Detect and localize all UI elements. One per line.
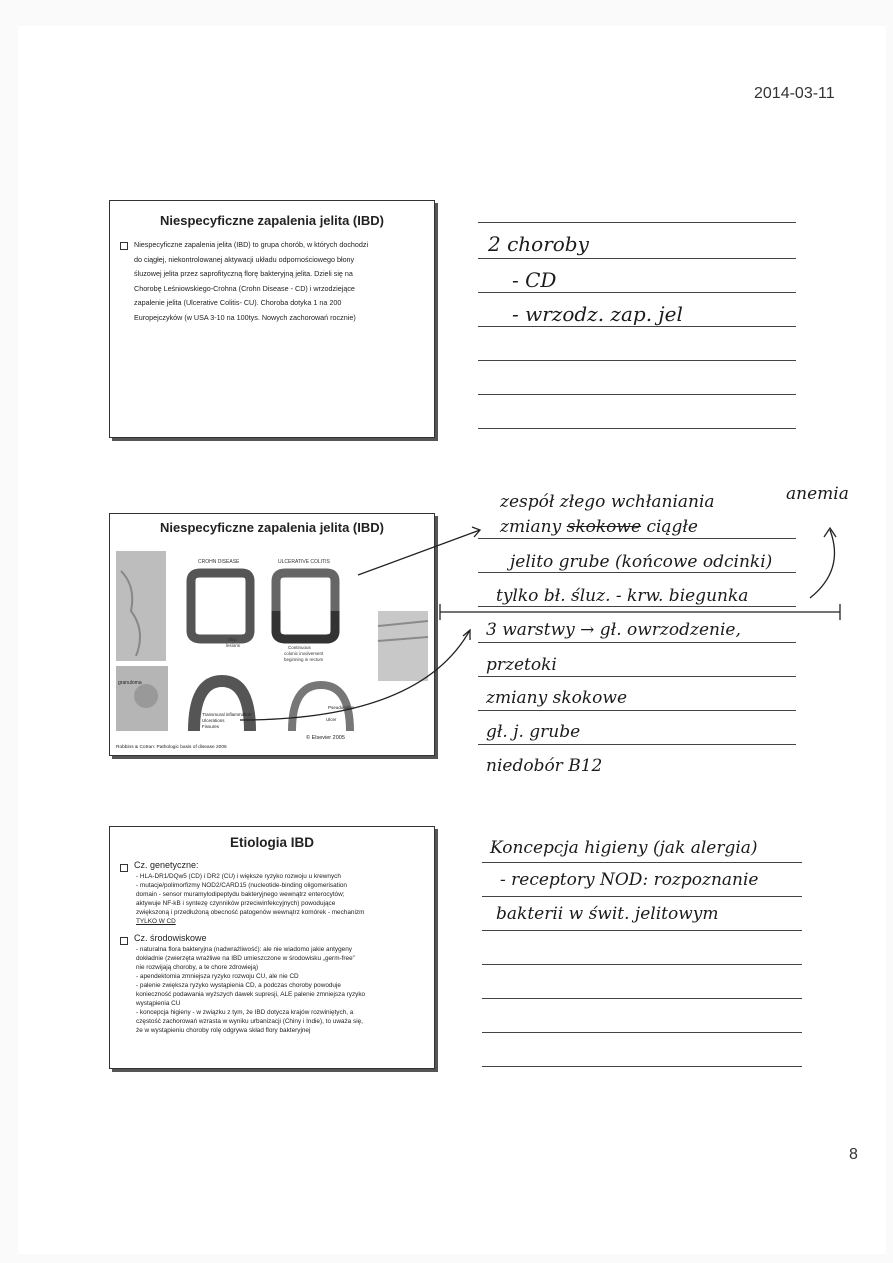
continuous-label: beginning in rectum [284,657,324,662]
bullet-box-icon [120,864,128,872]
colitis-colon-drawing [276,573,335,639]
transmural-label: Ulcerations [202,718,225,723]
note-rule [482,1032,802,1033]
environmental-section-lines: - naturalna flora bakteryjna (nadwrażliwość): ale nie wiadomo jakie antygeny dokładnie (zwierzęta wrażliwe na IBD umieszczone w środowisku „germ-free” nie rozwijają choroby, a te chore zdrowieją) - apendektomia zmniejsza ryzyko rozwoju CU, ale nie CD - palenie zwiększa ryzyko wystąpienia CD, a podczas choroby powoduje konieczność podawania wyższych dawek supresji, ALE palenie zmniejsza ryzyko wystąpienia CU - koncepcja higieny - w związku z tym, że IBD dotycza krajów rozwiniętych, a częstość zachorowań wzrasta w wyniku urbanizacji (Chiny i Indie), to uważa się, że w wystąpieniu choroby rolę odgrywa skład flory bakteryjnej [136,945,366,1035]
slide-text-line: śluzowej jelita przez saprofityczną florę bakteryjną jelita. Dzieli się na [134,269,353,278]
note-rule [478,606,796,607]
slide-title: Niespecyficzne zapalenia jelita (IBD) [160,520,384,535]
note-rule [478,572,796,573]
note-rule [482,1066,802,1067]
bullet-box-icon [120,937,128,945]
transmural-label: Transmural inflammation [202,712,252,717]
handwritten-note-anemia: anemia [786,484,849,504]
handwritten-note: Koncepcja higieny (jak alergia) [490,838,758,858]
note-rule [482,964,802,965]
slide-title: Etiologia IBD [230,835,314,850]
note-rule [478,642,796,643]
handwritten-note: 3 warstwy → gł. owrzodzenie, [486,620,741,640]
note-rule [478,676,796,677]
note-rule [482,862,802,863]
slide-ibd-etiology [109,826,435,1069]
source-label: Robbins & Cotran: Pathologic basis of disease 2006 [116,745,227,749]
handwritten-note: tylko bł. śluz. - krw. biegunka [496,586,749,606]
skip-lesions-label: Skip [228,637,237,642]
handwritten-note: - CD [512,268,557,292]
note-rule [478,326,796,327]
note-rule [478,744,796,745]
slide-text-line: zapalenie jelita (Ulcerative Colitis- CU). Choroba dotyka 1 na 200 [134,298,342,307]
slide-bullet [120,238,424,325]
granuloma-label: granuloma [118,680,142,686]
note-rule [478,222,796,223]
handwritten-note: zmiany skokowe [486,688,628,708]
skip-lesions-label: lesions [226,643,241,648]
note-rule [478,394,796,395]
handwritten-note: bakterii w świt. jelitowym [496,904,719,924]
handwritten-note: - receptory NOD: rozpoznanie [500,870,759,890]
continuous-label: colonic involvement [284,651,324,656]
slide-text-line: Chorobę Leśniowskiego-Crohna (Crohn Disease - CD) i wrzodziejące [134,283,355,293]
handwritten-note: - wrzodz. zap. jel [512,302,683,326]
note-rule [482,896,802,897]
continuous-label: Continuous [288,645,311,650]
genetic-section-title: Cz. genetyczne: [120,860,424,872]
slide-text-line: Europejczyków (w USA 3-10 na 100tys. Nowych zachorowań rocznie) [134,312,356,322]
slide-ibd-comparison [109,513,435,756]
note-rule [478,258,796,259]
transmural-label: Fissures [202,724,220,729]
page-number: 8 [849,1146,858,1163]
note-rule [478,428,796,429]
handwritten-note: niedobór B12 [486,756,603,776]
handwritten-note: przetoki [486,655,557,675]
note-rule [482,930,802,931]
handwritten-note: 2 choroby [488,232,589,256]
note-rule [478,538,796,539]
slide-title: Niespecyficzne zapalenia jelita (IBD) [160,213,384,228]
crohn-colon-drawing [191,573,250,639]
page-date: 2014-03-11 [754,85,835,102]
copyright-label: © Elsevier 2005 [306,735,345,741]
colitis-label: ULCERATIVE COLITIS [278,559,330,565]
note-rule [478,360,796,361]
slide-ibd-definition [109,200,435,438]
note-rule [478,292,796,293]
bullet-box-icon [120,242,128,250]
handwritten-note: jelito grube (końcowe odcinki) [510,552,773,572]
handwritten-note: gł. j. grube [486,722,581,742]
genetic-section-lines: - HLA-DR1/DQw5 (CD) i DR2 (CU) i większe ryzyko rozwoju u krewnych - mutacje/polimorfizmy NOD2/CARD15 (nucleotide-binding oligomerisation domain - sensor muramylodipeptydu bakteryjnego wewnątrz enterocytów; aktywuje NF-kB i syntezę czynników przeciwinfekcyjnych) powodujące zwiększoną i przedłużoną obecność patogenów wewnątrz komórek - mechanizm TYLKO W CD [136,873,365,926]
environmental-section-title: Cz. środowiskowe [120,933,424,945]
slide-text-line: Niespecyficzne zapalenia jelita (IBD) to grupa chorób, w których dochodzi [134,240,369,249]
slide-text-line: do ciągłej, niekontrolowanej aktywacji układu odpornościowego błony [134,254,355,264]
handwritten-note: zmiany skokowe ciągłe [500,517,698,537]
pseudopolyp-label: Pseudopolyp [328,705,355,710]
ulcer-label: Ulcer [326,717,337,722]
note-rule [482,998,802,999]
crohn-vs-colitis-diagram [116,541,428,749]
histology-image-left [116,551,166,661]
handwritten-note: zespół złego wchłaniania [500,492,715,512]
crohn-label: CROHN DISEASE [198,559,240,565]
note-rule [478,710,796,711]
